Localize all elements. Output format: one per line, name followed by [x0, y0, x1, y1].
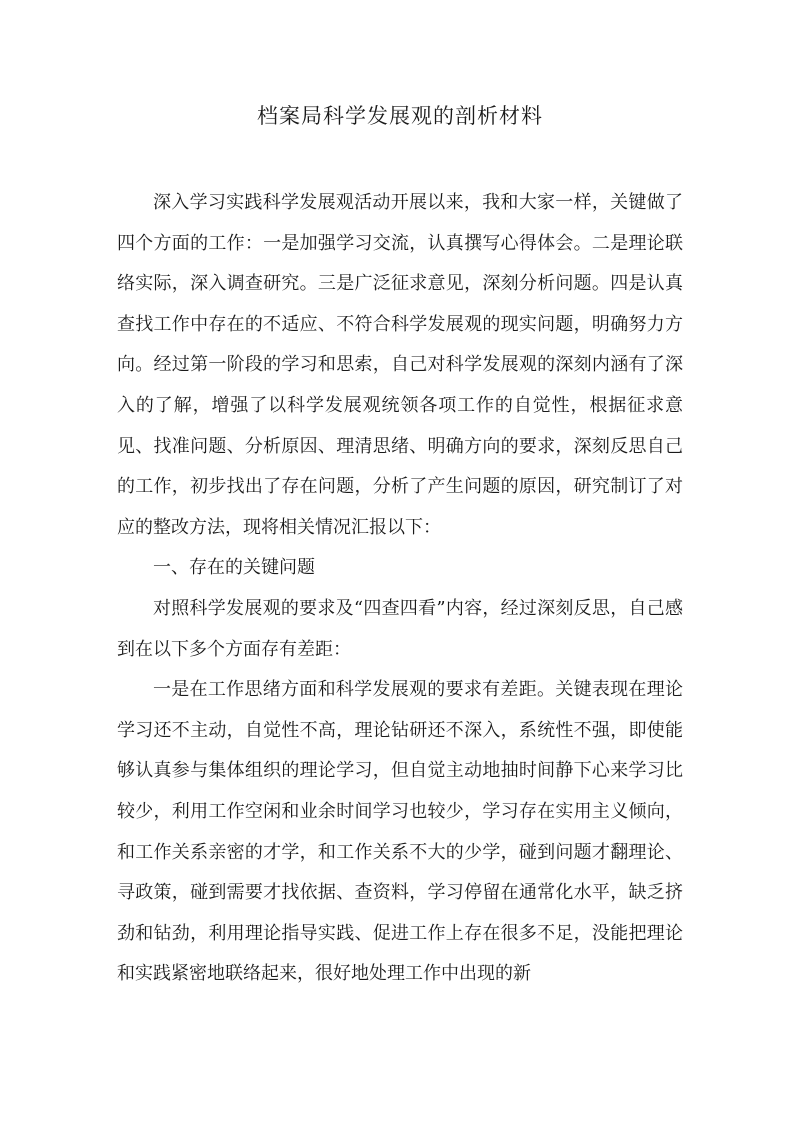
comparison-paragraph: 对照科学发展观的要求及“四查四看”内容，经过深刻反思，自己感到在以下多个方面存有差距：: [117, 597, 683, 660]
problem-one-paragraph: 一是在工作思绪方面和科学发展观的要求有差距。关键表现在理论学习还不主动，自觉性不高，理论钻研还不深入，系统性不强，即使能够认真参与集体组织的理论学习，但自觉主动地抽时间静下心来学习比较少，利用工作空闲和业余时间学习也较少，学习存在实用主义倾向，和工作关系亲密的才学，和工作关系不大的少学，碰到问题才翻理论、寻政策，碰到需要才找依据、查资料，学习停留在通常化水平，缺乏挤劲和钻劲，利用理论指导实践、促进工作上存在很多不足，没能把理论和实践紧密地联络起来，很好地处理工作中出现的新: [117, 679, 683, 985]
document-title: 档案局科学发展观的剖析材料: [257, 104, 543, 128]
document-body: [117, 183, 683, 995]
section-heading-main-problems: 一、存在的关键问题: [153, 557, 315, 579]
intro-paragraph: 深入学习实践科学发展观活动开展以来，我和大家一样，关键做了四个方面的工作：一是加强学习交流，认真撰写心得体会。二是理论联络实际，深入调查研究。三是广泛征求意见，深刻分析问题。四是认真查找工作中存在的不适应、不符合科学发展观的现实问题，明确努力方向。经过第一阶段的学习和思索，自己对科学发展观的深刻内涵有了深入的了解，增强了以科学发展观统领各项工作的自觉性，根据征求意见、找准问题、分析原因、理清思绪、明确方向的要求，深刻反思自己的工作，初步找出了存在问题，分析了产生问题的原因，研究制订了对应的整改方法，现将相关情况汇报以下：: [117, 192, 683, 538]
